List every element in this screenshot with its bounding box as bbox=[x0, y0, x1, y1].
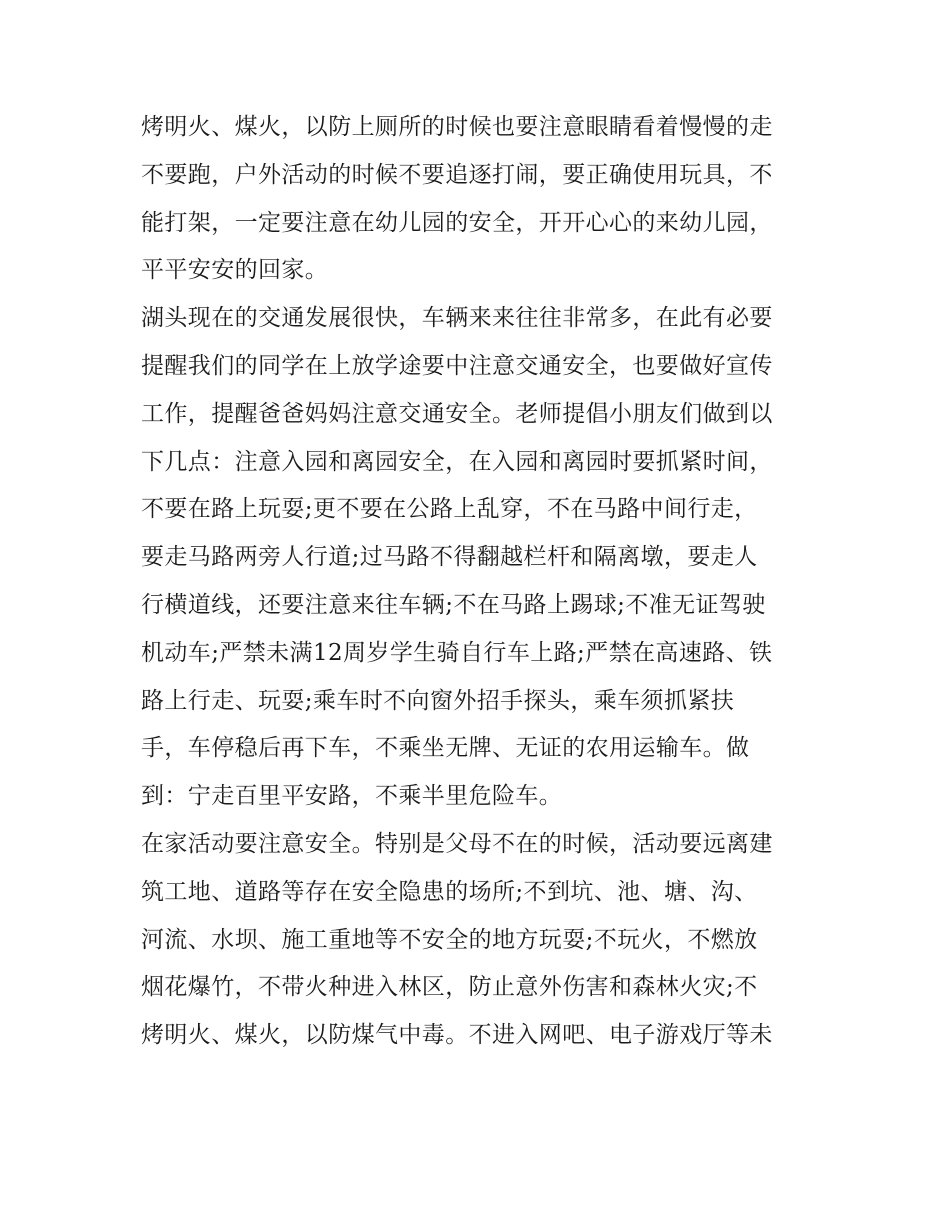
text-line: 在家活动要注意安全。特别是父母不在的时候，活动要远离建 bbox=[141, 830, 773, 857]
text-line: 烤明火、煤火，以防煤气中毒。不进入网吧、电子游戏厅等未 bbox=[141, 1022, 773, 1049]
text-line: 到：宁走百里平安路，不乘半里危险车。 bbox=[141, 783, 563, 810]
text-line: 湖头现在的交通发展很快，车辆来来往往非常多，在此有必要 bbox=[141, 305, 773, 332]
text-line: 手，车停稳后再下车，不乘坐无牌、无证的农用运输车。做 bbox=[141, 735, 750, 762]
text-line: 烟花爆竹，不带火种进入林区，防止意外伤害和森林火灾;不 bbox=[141, 974, 758, 1001]
text-line: 筑工地、道路等存在安全隐患的场所;不到坑、池、塘、沟、 bbox=[141, 878, 758, 905]
text-line: 烤明火、煤火，以防上厕所的时候也要注意眼睛看着慢慢的走 bbox=[141, 114, 773, 140]
text-line: 提醒我们的同学在上放学途要中注意交通安全，也要做好宣传 bbox=[141, 352, 773, 379]
text-line: 行横道线，还要注意来往车辆;不在马路上踢球;不准无证驾驶 bbox=[141, 591, 766, 618]
text-line: 能打架，一定要注意在幼儿园的安全，开开心心的来幼儿园， bbox=[141, 209, 773, 236]
text-line: 要走马路两旁人行道;过马路不得翻越栏杆和隔离墩，要走人 bbox=[141, 544, 758, 571]
text-line: 不要跑，户外活动的时候不要追逐打闹，要正确使用玩具，不 bbox=[141, 161, 773, 188]
text-line: 河流、水坝、施工重地等不安全的地方玩耍;不玩火，不燃放 bbox=[141, 926, 758, 953]
text-line: 平平安安的回家。 bbox=[141, 257, 329, 284]
text-line: 机动车;严禁未满12周岁学生骑自行车上路;严禁在高速路、铁 bbox=[141, 639, 773, 666]
text-line: 工作，提醒爸爸妈妈注意交通安全。老师提倡小朋友们做到以 bbox=[141, 400, 773, 427]
body-text bbox=[141, 104, 821, 1060]
text-line: 路上行走、玩耍;乘车时不向窗外招手探头，乘车须抓紧扶 bbox=[141, 687, 735, 714]
text-line: 下几点：注意入园和离园安全，在入园和离园时要抓紧时间， bbox=[141, 448, 773, 475]
text-line: 不要在路上玩耍;更不要在公路上乱穿，不在马路中间行走， bbox=[141, 496, 758, 523]
